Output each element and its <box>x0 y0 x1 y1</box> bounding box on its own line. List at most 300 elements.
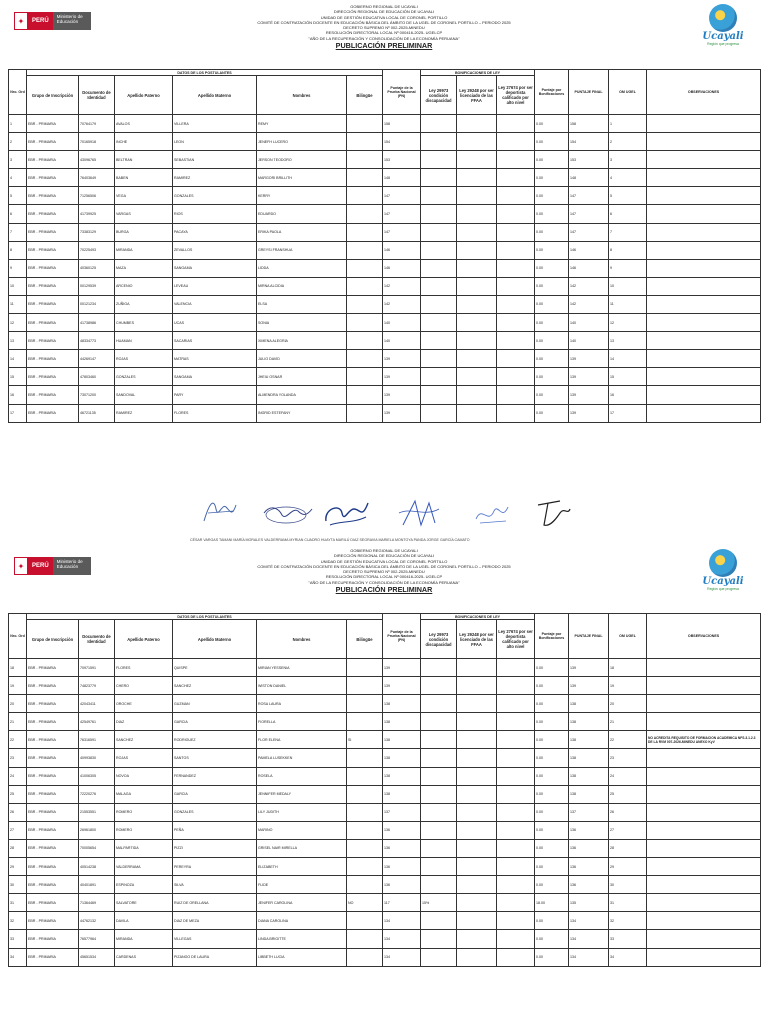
cell-paterno: NOVOA <box>115 767 173 785</box>
cell-num: 8 <box>9 241 27 259</box>
cell-ley1 <box>421 659 457 677</box>
cell-nombres: LIBBETH LUCIA <box>257 948 347 966</box>
cell-ley3 <box>497 713 535 731</box>
cell-bilingue <box>347 695 383 713</box>
cell-doc: 43096765 <box>79 151 115 169</box>
peru-label: PERÚ <box>28 557 53 575</box>
cell-bilingue <box>347 205 383 223</box>
cell-doc: 70971591 <box>79 659 115 677</box>
cell-group: EBR - PRIMARIA <box>27 205 79 223</box>
cell-doc: 72220276 <box>79 785 115 803</box>
ucayali-wordmark: Ucayali <box>702 31 744 42</box>
col-header: Nro. Ord <box>9 614 27 659</box>
cell-group: EBR - PRIMARIA <box>27 314 79 332</box>
cell-ley2 <box>457 695 497 713</box>
cell-materno: GARCIA <box>173 713 257 731</box>
cell-materno: VALENCIA <box>173 295 257 313</box>
cell-num: 33 <box>9 930 27 948</box>
cell-ley1 <box>421 386 457 404</box>
cell-group: EBR - PRIMARIA <box>27 695 79 713</box>
cell-paterno: FLORES <box>115 659 173 677</box>
cell-bilingue <box>347 241 383 259</box>
cell-final: 153 <box>569 151 609 169</box>
cell-final: 138 <box>569 731 609 749</box>
cell-final: 139 <box>569 368 609 386</box>
cell-ley1 <box>421 821 457 839</box>
cell-materno: UCAS <box>173 314 257 332</box>
signatory-names: CÉSAR VARGAS TAMANI MARÍA MORALES VALDERRAMA MYRIAN CUADRO HUAYTA MARILÚ DIAZ SEGRAVIA MARIELA MONTOYA PANDA JORGE GARCÍA CAMATO <box>190 538 470 542</box>
header-line: "AÑO DE LA RECUPERACIÓN Y CONSOLIDACIÓN DE LA ECONOMÍA PERUANA" <box>308 579 460 585</box>
cell-final: 139 <box>569 677 609 695</box>
cell-pn: 153 <box>383 151 421 169</box>
cell-paterno: ESPINOZA <box>115 876 173 894</box>
cell-ley3 <box>497 767 535 785</box>
cell-final: 146 <box>569 241 609 259</box>
cell-ley3 <box>497 133 535 151</box>
table-row <box>9 803 761 821</box>
ucayali-logo <box>694 4 752 44</box>
cell-doc: 40360125 <box>79 259 115 277</box>
header-line: DIRECCIÓN REGIONAL DE EDUCACIÓN DE UCAYALI <box>333 553 435 559</box>
cell-paterno: ROMERO <box>115 821 173 839</box>
cell-ley2 <box>457 223 497 241</box>
cell-bonif: 0.00 <box>535 187 569 205</box>
cell-doc: 44762132 <box>79 912 115 930</box>
cell-ley3 <box>497 785 535 803</box>
cell-nombres: ELSA <box>257 295 347 313</box>
cell-nombres: SONIA <box>257 314 347 332</box>
cell-paterno: VALDERRAMA <box>115 858 173 876</box>
cell-doc: 76577964 <box>79 930 115 948</box>
cell-obs <box>647 350 761 368</box>
cell-om: 16 <box>609 386 647 404</box>
cell-ley1 <box>421 695 457 713</box>
table-row <box>9 277 761 295</box>
cell-num: 25 <box>9 785 27 803</box>
cell-obs <box>647 713 761 731</box>
cell-ley1 <box>421 277 457 295</box>
cell-bonif: 0.00 <box>535 350 569 368</box>
header-line: RESOLUCIÓN DIRECTORAL LOCAL Nº 000416-2025- UGELCP <box>325 574 443 580</box>
cell-ley2 <box>457 731 497 749</box>
cell-num: 31 <box>9 894 27 912</box>
cell-ley3 <box>497 930 535 948</box>
cell-bilingue <box>347 785 383 803</box>
cell-bilingue <box>347 169 383 187</box>
signature-4 <box>395 495 443 533</box>
ucayali-emblem-icon <box>709 4 737 32</box>
cell-doc: 48334773 <box>79 332 115 350</box>
cell-ley2 <box>457 659 497 677</box>
cell-ley1 <box>421 223 457 241</box>
cell-ley3 <box>497 876 535 894</box>
cell-obs <box>647 659 761 677</box>
cell-final: 140 <box>569 314 609 332</box>
cell-bilingue <box>347 332 383 350</box>
cell-ley1 <box>421 187 457 205</box>
cell-group: EBR - PRIMARIA <box>27 350 79 368</box>
cell-pn: 138 <box>383 713 421 731</box>
cell-ley2 <box>457 187 497 205</box>
cell-obs <box>647 368 761 386</box>
document-page-2 <box>0 545 768 1024</box>
table-row <box>9 876 761 894</box>
cell-pn: 134 <box>383 930 421 948</box>
cell-ley1 <box>421 948 457 966</box>
cell-materno: SILVA <box>173 876 257 894</box>
ucayali-emblem-icon <box>709 549 737 577</box>
cell-final: 136 <box>569 821 609 839</box>
cell-ley3 <box>497 839 535 857</box>
cell-num: 6 <box>9 205 27 223</box>
cell-final: 147 <box>569 205 609 223</box>
cell-ley3 <box>497 332 535 350</box>
cell-om: 1 <box>609 115 647 133</box>
cell-materno: SANGAMA <box>173 259 257 277</box>
cell-obs <box>647 187 761 205</box>
header-line: UNIDAD DE GESTIÓN EDUCATIVA LOCAL DE CORONEL PORTILLO <box>320 14 448 20</box>
cell-num: 11 <box>9 295 27 313</box>
cell-num: 20 <box>9 695 27 713</box>
cell-bonif: 0.00 <box>535 295 569 313</box>
cell-obs <box>647 151 761 169</box>
cell-pn: 138 <box>383 785 421 803</box>
cell-ley2 <box>457 169 497 187</box>
cell-final: 138 <box>569 785 609 803</box>
cell-doc: 73071200 <box>79 386 115 404</box>
cell-num: 28 <box>9 839 27 857</box>
cell-pn: 140 <box>383 314 421 332</box>
cell-final: 135 <box>569 894 609 912</box>
cell-nombres: JERSON TEODORO <box>257 151 347 169</box>
cell-ley2 <box>457 241 497 259</box>
col-header: Nro. Ord <box>9 70 27 115</box>
signature-5 <box>470 495 514 531</box>
cell-paterno: MAZA <box>115 259 173 277</box>
cell-group: EBR - PRIMARIA <box>27 259 79 277</box>
cell-om: 28 <box>609 839 647 857</box>
cell-bonif: 0.00 <box>535 731 569 749</box>
group-header-applicants: DATOS DE LOS POSTULANTES <box>27 614 383 620</box>
cell-paterno: DIAZ <box>115 713 173 731</box>
cell-bilingue <box>347 223 383 241</box>
col-header: Bilingüe <box>347 76 383 115</box>
cell-bonif: 0.00 <box>535 767 569 785</box>
cell-materno: VILLERA <box>173 115 257 133</box>
cell-om: 6 <box>609 205 647 223</box>
cell-num: 27 <box>9 821 27 839</box>
cell-bonif: 0.00 <box>535 223 569 241</box>
cell-group: EBR - PRIMARIA <box>27 241 79 259</box>
signature-3 <box>320 495 372 533</box>
cell-obs <box>647 785 761 803</box>
cell-paterno: BELTRAN <box>115 151 173 169</box>
cell-num: 32 <box>9 912 27 930</box>
cell-num: 16 <box>9 386 27 404</box>
cell-ley1 <box>421 858 457 876</box>
cell-ley2 <box>457 386 497 404</box>
cell-paterno: DAVILA <box>115 912 173 930</box>
cell-group: EBR - PRIMARIA <box>27 277 79 295</box>
cell-doc: 76316591 <box>79 731 115 749</box>
cell-obs <box>647 115 761 133</box>
col-header: Grupo de Inscripción <box>27 76 79 115</box>
table-row <box>9 930 761 948</box>
cell-nombres: GREYSI FRANSHUA <box>257 241 347 259</box>
cell-pn: 134 <box>383 912 421 930</box>
table-row <box>9 133 761 151</box>
cell-final: 146 <box>569 259 609 277</box>
cell-num: 10 <box>9 277 27 295</box>
cell-paterno: MALAGA <box>115 785 173 803</box>
cell-group: EBR - PRIMARIA <box>27 386 79 404</box>
cell-doc: 40993830 <box>79 749 115 767</box>
cell-nombres: DIANA CAROLINA <box>257 912 347 930</box>
cell-ley2 <box>457 803 497 821</box>
cell-bilingue <box>347 151 383 169</box>
cell-bilingue <box>347 115 383 133</box>
cell-bilingue <box>347 659 383 677</box>
cell-final: 136 <box>569 839 609 857</box>
cell-pn: 138 <box>383 749 421 767</box>
header-line: GOBIERNO REGIONAL DE UCAYALI <box>350 4 418 9</box>
cell-num: 22 <box>9 731 27 749</box>
table-row <box>9 332 761 350</box>
cell-ley1 <box>421 677 457 695</box>
cell-nombres: FIORELLA <box>257 713 347 731</box>
cell-materno: RODRIGUEZ <box>173 731 257 749</box>
cell-materno: RUIZ DE ORELLANA <box>173 894 257 912</box>
cell-nombres: JENIFER CAROLINA <box>257 894 347 912</box>
cell-pn: 117 <box>383 894 421 912</box>
cell-final: 138 <box>569 713 609 731</box>
cell-ley1 <box>421 169 457 187</box>
cell-doc: 00121234 <box>79 295 115 313</box>
cell-final: 154 <box>569 133 609 151</box>
header-line: COMITÉ DE CONTRATACIÓN DOCENTE EN EDUCACIÓN BÁSICA DEL ÁMBITO DE LA UGEL DE CORONEL PORTILLO – PERIODO 2025 <box>257 19 511 25</box>
cell-bilingue <box>347 368 383 386</box>
cell-ley2 <box>457 404 497 422</box>
cell-num: 34 <box>9 948 27 966</box>
col-header: OBSERVACIONES <box>647 70 761 115</box>
cell-final: 139 <box>569 350 609 368</box>
cell-paterno: AVALOS <box>115 115 173 133</box>
cell-obs <box>647 677 761 695</box>
cell-doc: 26961800 <box>79 821 115 839</box>
cell-ley3 <box>497 858 535 876</box>
cell-materno: GONZALES <box>173 803 257 821</box>
cell-materno: PEREYRA <box>173 858 257 876</box>
cell-group: EBR - PRIMARIA <box>27 785 79 803</box>
cell-ley1 <box>421 332 457 350</box>
cell-bonif: 0.00 <box>535 404 569 422</box>
cell-pn: 139 <box>383 386 421 404</box>
cell-om: 2 <box>609 133 647 151</box>
cell-group: EBR - PRIMARIA <box>27 803 79 821</box>
cell-num: 24 <box>9 767 27 785</box>
cell-ley1 <box>421 713 457 731</box>
table-row <box>9 749 761 767</box>
cell-nombres: MARINO <box>257 821 347 839</box>
table-row <box>9 912 761 930</box>
cell-ley2 <box>457 677 497 695</box>
cell-obs <box>647 930 761 948</box>
cell-om: 17 <box>609 404 647 422</box>
cell-paterno: MIRANDA <box>115 241 173 259</box>
cell-num: 26 <box>9 803 27 821</box>
cell-paterno: GONZALES <box>115 368 173 386</box>
minedu-logo <box>14 557 91 575</box>
cell-ley2 <box>457 368 497 386</box>
cell-bilingue <box>347 259 383 277</box>
cell-bilingue <box>347 713 383 731</box>
cell-om: 12 <box>609 314 647 332</box>
cell-om: 11 <box>609 295 647 313</box>
cell-ley3 <box>497 803 535 821</box>
cell-obs <box>647 223 761 241</box>
table-row <box>9 314 761 332</box>
cell-num: 7 <box>9 223 27 241</box>
col-header: Apellido Materno <box>173 620 257 659</box>
cell-ley2 <box>457 205 497 223</box>
cell-nombres: PAMELA LUSEKKEN <box>257 749 347 767</box>
col-header: Puntaje de la Prueba Nacional (PN) <box>383 70 421 115</box>
cell-bilingue <box>347 677 383 695</box>
table-row <box>9 295 761 313</box>
cell-ley2 <box>457 749 497 767</box>
cell-group: EBR - PRIMARIA <box>27 731 79 749</box>
signature-2 <box>260 495 316 529</box>
cell-group: EBR - PRIMARIA <box>27 169 79 187</box>
cell-ley3 <box>497 350 535 368</box>
cell-num: 13 <box>9 332 27 350</box>
cell-pn: 146 <box>383 241 421 259</box>
cell-final: 140 <box>569 332 609 350</box>
col-header: Documento de Identidad <box>79 620 115 659</box>
col-header: Apellido Paterno <box>115 76 173 115</box>
cell-materno: SANGAMA <box>173 368 257 386</box>
cell-bilingue <box>347 821 383 839</box>
col-header: OM UGEL <box>609 614 647 659</box>
cell-bonif: 0.00 <box>535 821 569 839</box>
cell-ley1 <box>421 368 457 386</box>
cell-om: 33 <box>609 930 647 948</box>
cell-doc: 42549761 <box>79 713 115 731</box>
cell-final: 137 <box>569 803 609 821</box>
cell-om: 31 <box>609 894 647 912</box>
cell-pn: 138 <box>383 731 421 749</box>
cell-pn: 136 <box>383 821 421 839</box>
cell-final: 134 <box>569 930 609 948</box>
cell-pn: 138 <box>383 695 421 713</box>
cell-ley1 <box>421 115 457 133</box>
cell-obs <box>647 803 761 821</box>
cell-bilingue <box>347 277 383 295</box>
cell-obs <box>647 749 761 767</box>
cell-materno: PIZANGO DE LAURA <box>173 948 257 966</box>
cell-paterno: CHUMBES <box>115 314 173 332</box>
cell-final: 158 <box>569 115 609 133</box>
cell-ley3 <box>497 277 535 295</box>
cell-materno: GONZALES <box>173 187 257 205</box>
cell-nombres: JENNIFER MEDALY <box>257 785 347 803</box>
cell-bilingue <box>347 767 383 785</box>
cell-num: 17 <box>9 404 27 422</box>
cell-bonif: 0.00 <box>535 713 569 731</box>
col-header: Bilingüe <box>347 620 383 659</box>
cell-ley3 <box>497 169 535 187</box>
cell-doc: 70005654 <box>79 839 115 857</box>
cell-bonif: 0.00 <box>535 133 569 151</box>
cell-materno: FERNANDEZ <box>173 767 257 785</box>
cell-materno: DIAZ DE MEZA <box>173 912 257 930</box>
cell-ley2 <box>457 277 497 295</box>
cell-nombres: FLOR ELENA <box>257 731 347 749</box>
cell-bonif: 0.00 <box>535 205 569 223</box>
cell-paterno: SANCHEZ <box>115 731 173 749</box>
cell-group: EBR - PRIMARIA <box>27 839 79 857</box>
cell-bonif: 0.00 <box>535 386 569 404</box>
cell-pn: 139 <box>383 350 421 368</box>
cell-ley3 <box>497 151 535 169</box>
table-row <box>9 241 761 259</box>
cell-doc: 40514238 <box>79 858 115 876</box>
cell-bilingue <box>347 187 383 205</box>
cell-bonif: 0.00 <box>535 151 569 169</box>
cell-bonif: 18.00 <box>535 894 569 912</box>
table-row <box>9 767 761 785</box>
cell-bonif: 0.00 <box>535 277 569 295</box>
cell-nombres: GRISEL NAIR MIRELLA <box>257 839 347 857</box>
cell-group: EBR - PRIMARIA <box>27 368 79 386</box>
cell-nombres: ROSA LAURA <box>257 695 347 713</box>
cell-obs <box>647 767 761 785</box>
cell-ley2 <box>457 332 497 350</box>
col-header: Apellido Paterno <box>115 620 173 659</box>
cell-ley3 <box>497 241 535 259</box>
cell-ley3 <box>497 187 535 205</box>
cell-bilingue <box>347 930 383 948</box>
cell-ley2 <box>457 115 497 133</box>
cell-doc: 71364469 <box>79 894 115 912</box>
cell-ley2 <box>457 713 497 731</box>
cell-om: 5 <box>609 187 647 205</box>
cell-bilingue <box>347 404 383 422</box>
publication-title: PUBLICACIÓN PRELIMINAR <box>335 585 433 595</box>
group-header-bonuses: BONIFICACIONES DE LEY <box>421 70 535 76</box>
cell-pn: 139 <box>383 404 421 422</box>
cell-bilingue <box>347 350 383 368</box>
table-row <box>9 151 761 169</box>
table-row <box>9 404 761 422</box>
cell-paterno: ROMERO <box>115 803 173 821</box>
cell-doc: 70225493 <box>79 241 115 259</box>
cell-bilingue: NO <box>347 894 383 912</box>
cell-final: 147 <box>569 187 609 205</box>
cell-ley2 <box>457 767 497 785</box>
cell-group: EBR - PRIMARIA <box>27 115 79 133</box>
cell-paterno: HUAMAN <box>115 332 173 350</box>
table-row <box>9 695 761 713</box>
cell-om: 32 <box>609 912 647 930</box>
cell-nombres: XIMENA ALEGRIA <box>257 332 347 350</box>
cell-num: 19 <box>9 677 27 695</box>
cell-bonif: 0.00 <box>535 314 569 332</box>
header-line: RESOLUCIÓN DIRECTORAL LOCAL Nº 000416-2025- UGELCP <box>325 30 443 36</box>
cell-bonif: 0.00 <box>535 785 569 803</box>
cell-pn: 147 <box>383 187 421 205</box>
cell-bonif: 0.00 <box>535 912 569 930</box>
